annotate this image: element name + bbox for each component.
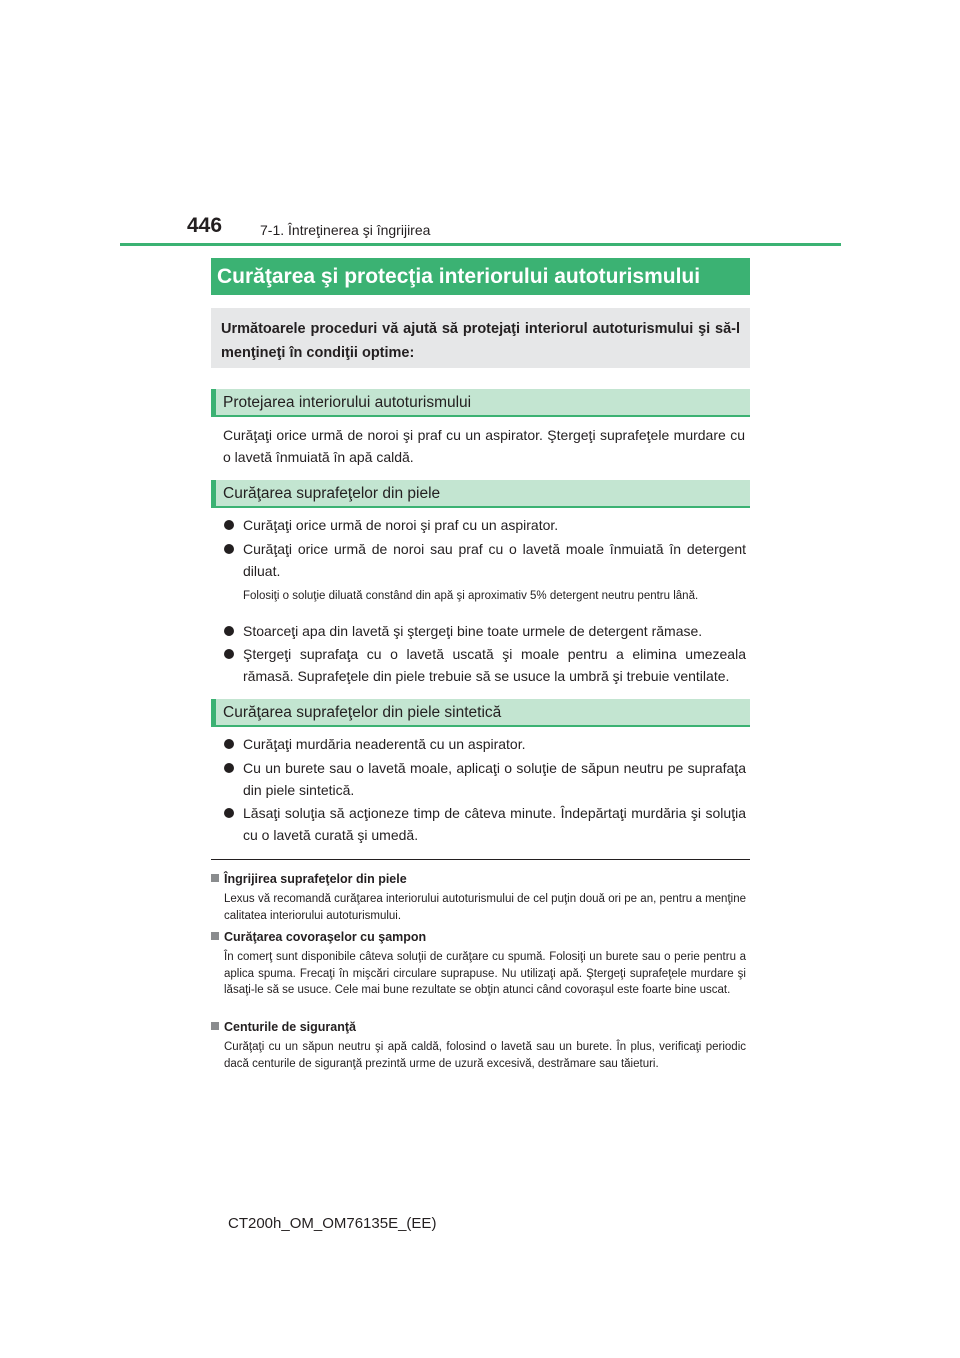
- square-bullet-icon: [211, 1022, 219, 1030]
- note-heading: Curăţarea covoraşelor cu şampon: [211, 929, 426, 945]
- section-heading-synthetic-leather: Curăţarea suprafeţelor din piele sintetică: [211, 699, 750, 727]
- bullet-dot-icon: [224, 739, 234, 749]
- list-item: Stoarceţi apa din lavetă şi ştergeţi bine toate urmele de detergent rămase.: [224, 620, 746, 642]
- list-item: Lăsaţi soluţia să acţioneze timp de câteva minute. Îndepărtaţi murdăria şi soluţia cu o lavetă curată şi umedă.: [224, 802, 746, 846]
- section-heading-leather: Curăţarea suprafeţelor din piele: [211, 480, 750, 508]
- list-item: Curăţaţi orice urmă de noroi sau praf cu o lavetă moale înmuiată în detergent diluat.: [224, 538, 746, 582]
- section-paragraph: Curăţaţi orice urmă de noroi şi praf cu un aspirator. Ştergeţi suprafeţele murdare cu o lavetă înmuiată în apă caldă.: [223, 427, 745, 465]
- square-bullet-icon: [211, 932, 219, 940]
- chapter-title: 7-1. Întreţinerea şi îngrijirea: [260, 222, 431, 238]
- footer-doc-code: CT200h_OM_OM76135E_(EE): [228, 1215, 437, 1232]
- header-rule: [120, 243, 841, 246]
- section-divider: [211, 859, 750, 860]
- note-body: Lexus vă recomandă curăţarea interiorului autoturismului de cel puţin două ori pe an, pentru a menţine calitatea interiorului autoturismului.: [224, 893, 746, 922]
- note-body: Curăţaţi cu un săpun neutru şi apă caldă, folosind o lavetă sau un burete. În plus, verificaţi periodic dacă centurile de siguranţă prezintă urme de uzură excesivă, destrămare sau tăieturi.: [224, 1041, 746, 1070]
- bullet-dot-icon: [224, 544, 234, 554]
- intro-box: Următoarele proceduri vă ajută să protejaţi interiorul autoturismului şi să-l menţineţi în condiţii optime:: [211, 308, 750, 368]
- bullet-dot-icon: [224, 626, 234, 636]
- note-body: În comerţ sunt disponibile câteva soluţii de curăţare cu spumă. Folosiţi un burete sau o perie pentru a aplica spuma. Frecaţi în mişcări circulare suprapuse. Nu utilizaţi apă. Ştergeţi suprafeţele murdare şi lăsaţi-le să se usuce. Cele mai bune rezultate se obţin atunci când covoraşul este foarte bine uscat.: [224, 951, 746, 996]
- note-heading: Centurile de siguranţă: [211, 1019, 356, 1035]
- bullet-note: Folosiţi o soluţie diluată constând din apă şi aproximativ 5% detergent neutru pentru lână.: [243, 590, 699, 602]
- bullet-dot-icon: [224, 649, 234, 659]
- page-title: Curăţarea şi protecţia interiorului autoturismului: [211, 258, 750, 295]
- bullet-dot-icon: [224, 808, 234, 818]
- page-number: 446: [187, 214, 223, 237]
- bullet-dot-icon: [224, 520, 234, 530]
- list-item: Curăţaţi murdăria neaderentă cu un aspirator.: [224, 733, 746, 755]
- bullet-dot-icon: [224, 763, 234, 773]
- note-heading: Îngrijirea suprafeţelor din piele: [211, 871, 407, 887]
- square-bullet-icon: [211, 874, 219, 882]
- list-item: Curăţaţi orice urmă de noroi şi praf cu un aspirator.: [224, 514, 746, 536]
- section-heading-protection: Protejarea interiorului autoturismului: [211, 389, 750, 417]
- list-item: Cu un burete sau o lavetă moale, aplicaţi o soluţie de săpun neutru pe suprafaţa din piele sintetică.: [224, 757, 746, 801]
- list-item: Ştergeţi suprafaţa cu o lavetă uscată şi moale pentru a elimina umezeala rămasă. Suprafeţele din piele trebuie să se usuce la umbră şi trebuie ventilate.: [224, 643, 746, 687]
